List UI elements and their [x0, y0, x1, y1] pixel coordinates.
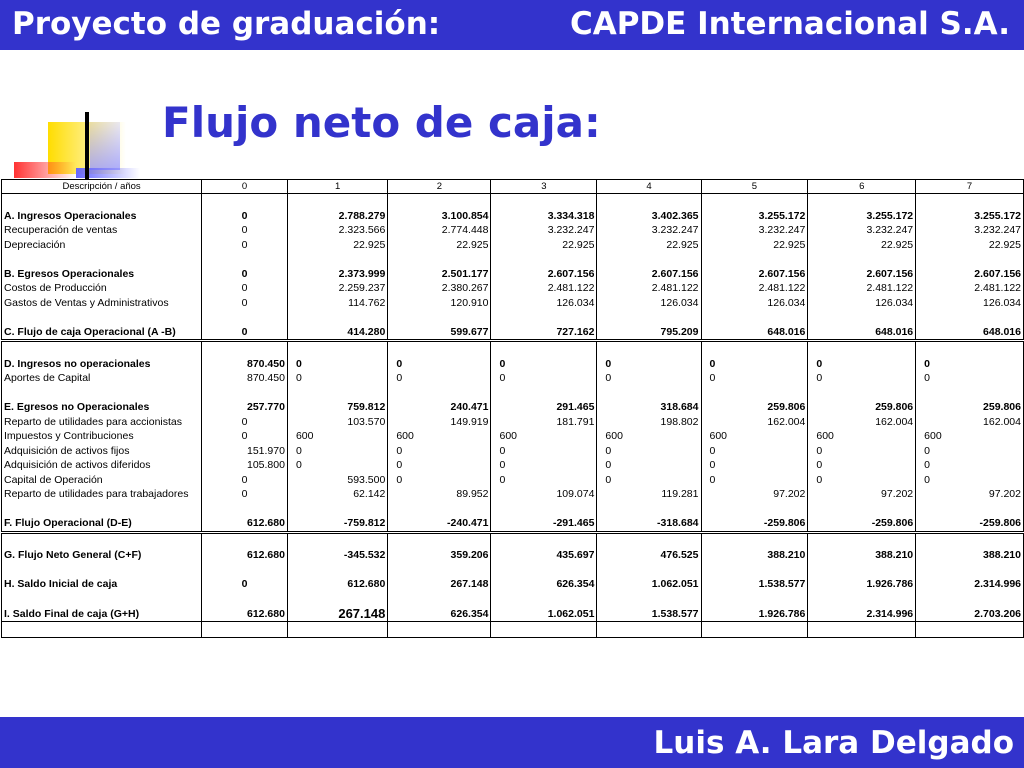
table-row	[2, 223, 1024, 238]
footer-bar	[0, 717, 1024, 768]
cell-year-7: 259.806	[916, 400, 1024, 415]
project-label: Proyecto de graduación:	[12, 6, 441, 42]
row-label: Capital de Operación	[2, 473, 202, 488]
cell-year-4: 600	[597, 429, 701, 444]
row-label: Adquisición de activos fijos	[2, 444, 202, 459]
cell-year-5: 126.034	[701, 296, 808, 311]
cell-year-4: 1.538.577	[597, 606, 701, 622]
cell-year-5: 0	[701, 473, 808, 488]
cell-year-2: 89.952	[388, 487, 491, 502]
table-row	[2, 458, 1024, 473]
cell-year-1: 612.680	[287, 577, 387, 592]
cell-year-2: 2.501.177	[388, 267, 491, 282]
table-row	[2, 296, 1024, 311]
cell-year-0: 151.970	[202, 444, 288, 459]
cell-year-0: 612.680	[202, 516, 288, 532]
cell-year-0: 0	[202, 487, 288, 502]
cell-year-2: 626.354	[388, 606, 491, 622]
cell-year-2: 267.148	[388, 577, 491, 592]
cell-year-2: -240.471	[388, 516, 491, 532]
row-label: F. Flujo Operacional (D-E)	[2, 516, 202, 532]
cell-year-5: 2.481.122	[701, 281, 808, 296]
header-year-1: 1	[287, 180, 387, 194]
cell-year-7: 0	[916, 357, 1024, 372]
cell-year-2: 22.925	[388, 238, 491, 253]
cell-year-0: 0	[202, 223, 288, 238]
cell-year-4: 2.481.122	[597, 281, 701, 296]
cell-year-7: 0	[916, 473, 1024, 488]
cell-year-5: 3.232.247	[701, 223, 808, 238]
cell-year-0: 0	[202, 238, 288, 253]
cell-year-1: 0	[287, 371, 387, 386]
row-label: H. Saldo Inicial de caja	[2, 577, 202, 592]
cell-year-1: -345.532	[287, 548, 387, 563]
cell-year-6: 97.202	[808, 487, 916, 502]
row-label: E. Egresos no Operacionales	[2, 400, 202, 415]
spacer-row	[2, 592, 1024, 607]
cell-year-3: 626.354	[491, 577, 597, 592]
cell-year-3: 0	[491, 458, 597, 473]
cell-year-3: 181.791	[491, 415, 597, 430]
cell-year-4: 3.232.247	[597, 223, 701, 238]
row-label: Gastos de Ventas y Administrativos	[2, 296, 202, 311]
table-row	[2, 209, 1024, 224]
cell-year-6: 22.925	[808, 238, 916, 253]
cell-year-6: 259.806	[808, 400, 916, 415]
cell-year-2: 0	[388, 444, 491, 459]
cell-year-6: 0	[808, 444, 916, 459]
cell-year-4: 0	[597, 444, 701, 459]
spacer-row	[2, 563, 1024, 578]
spacer-row	[2, 622, 1024, 638]
cell-year-3: 1.062.051	[491, 606, 597, 622]
cell-year-6: 1.926.786	[808, 577, 916, 592]
cell-year-5: 2.607.156	[701, 267, 808, 282]
header-year-0: 0	[202, 180, 288, 194]
cell-year-1: 0	[287, 444, 387, 459]
cell-year-5: 97.202	[701, 487, 808, 502]
cell-year-6: 0	[808, 458, 916, 473]
table-row	[2, 444, 1024, 459]
header-year-5: 5	[701, 180, 808, 194]
cell-year-7: 3.232.247	[916, 223, 1024, 238]
cell-year-2: 600	[388, 429, 491, 444]
header-year-7: 7	[916, 180, 1024, 194]
cell-year-0: 0	[202, 267, 288, 282]
cell-year-1: 267.148	[287, 606, 387, 622]
table-row	[2, 429, 1024, 444]
cell-year-2: 0	[388, 458, 491, 473]
row-label: Adquisición de activos diferidos	[2, 458, 202, 473]
cell-year-7: 0	[916, 371, 1024, 386]
row-label: G. Flujo Neto General (C+F)	[2, 548, 202, 563]
row-label: Impuestos y Contribuciones	[2, 429, 202, 444]
spacer-row	[2, 252, 1024, 267]
cell-year-3: -291.465	[491, 516, 597, 532]
decorative-squares-icon	[0, 0, 160, 180]
cell-year-0: 870.450	[202, 371, 288, 386]
cell-year-6: 126.034	[808, 296, 916, 311]
cell-year-6: 600	[808, 429, 916, 444]
table-row	[2, 267, 1024, 282]
cell-year-4: 1.062.051	[597, 577, 701, 592]
table-row	[2, 577, 1024, 592]
cell-year-5: 3.255.172	[701, 209, 808, 224]
cell-year-2: 2.774.448	[388, 223, 491, 238]
cell-year-3: 435.697	[491, 548, 597, 563]
table-row	[2, 357, 1024, 372]
cell-year-2: 240.471	[388, 400, 491, 415]
table-row	[2, 473, 1024, 488]
cell-year-4: 3.402.365	[597, 209, 701, 224]
row-label: Costos de Producción	[2, 281, 202, 296]
header-year-2: 2	[388, 180, 491, 194]
cell-year-7: 22.925	[916, 238, 1024, 253]
row-label: Depreciación	[2, 238, 202, 253]
cell-year-0: 105.800	[202, 458, 288, 473]
cell-year-1: 759.812	[287, 400, 387, 415]
table-row	[2, 487, 1024, 502]
cell-year-7: 2.314.996	[916, 577, 1024, 592]
cell-year-1: 114.762	[287, 296, 387, 311]
cell-year-7: -259.806	[916, 516, 1024, 532]
cell-year-3: 0	[491, 357, 597, 372]
cell-year-4: 0	[597, 371, 701, 386]
row-label: Reparto de utilidades para trabajadores	[2, 487, 202, 502]
cell-year-1: 0	[287, 357, 387, 372]
cell-year-7: 388.210	[916, 548, 1024, 563]
cell-year-3: 727.162	[491, 325, 597, 341]
header-year-6: 6	[808, 180, 916, 194]
cell-year-5: 0	[701, 444, 808, 459]
spacer-row	[2, 502, 1024, 517]
cell-year-7: 126.034	[916, 296, 1024, 311]
table-row	[2, 371, 1024, 386]
spacer-row	[2, 194, 1024, 209]
cell-year-3: 109.074	[491, 487, 597, 502]
cell-year-6: -259.806	[808, 516, 916, 532]
cell-year-1: 414.280	[287, 325, 387, 341]
cell-year-4: -318.684	[597, 516, 701, 532]
cell-year-6: 2.607.156	[808, 267, 916, 282]
cell-year-0: 257.770	[202, 400, 288, 415]
cell-year-4: 318.684	[597, 400, 701, 415]
cell-year-2: 2.380.267	[388, 281, 491, 296]
cell-year-0: 0	[202, 429, 288, 444]
row-label: Aportes de Capital	[2, 371, 202, 386]
cell-year-4: 2.607.156	[597, 267, 701, 282]
company-name: CAPDE Internacional S.A.	[569, 6, 1010, 42]
table-row	[2, 415, 1024, 430]
cell-year-6: 0	[808, 473, 916, 488]
cell-year-7: 162.004	[916, 415, 1024, 430]
cell-year-4: 0	[597, 473, 701, 488]
cell-year-2: 359.206	[388, 548, 491, 563]
cell-year-1: 593.500	[287, 473, 387, 488]
cell-year-4: 0	[597, 458, 701, 473]
cell-year-5: 648.016	[701, 325, 808, 341]
spacer-row	[2, 386, 1024, 401]
cell-year-4: 476.525	[597, 548, 701, 563]
spacer-row	[2, 532, 1024, 548]
cell-year-2: 599.677	[388, 325, 491, 341]
cell-year-7: 0	[916, 458, 1024, 473]
cell-year-6: 2.481.122	[808, 281, 916, 296]
cell-year-0: 0	[202, 209, 288, 224]
row-label: I. Saldo Final de caja (G+H)	[2, 606, 202, 622]
cell-year-2: 0	[388, 357, 491, 372]
cell-year-1: 600	[287, 429, 387, 444]
cell-year-3: 0	[491, 473, 597, 488]
cell-year-0: 0	[202, 577, 288, 592]
page-title: Flujo neto de caja:	[162, 98, 601, 147]
cell-year-0: 0	[202, 281, 288, 296]
cell-year-5: 259.806	[701, 400, 808, 415]
table-row	[2, 238, 1024, 253]
header-description: Descripción / años	[2, 180, 202, 194]
cell-year-7: 2.703.206	[916, 606, 1024, 622]
cell-year-2: 0	[388, 371, 491, 386]
cell-year-0: 0	[202, 296, 288, 311]
cell-year-3: 22.925	[491, 238, 597, 253]
cell-year-5: 600	[701, 429, 808, 444]
cell-year-4: 198.802	[597, 415, 701, 430]
cell-year-6: 162.004	[808, 415, 916, 430]
table-row	[2, 606, 1024, 622]
cell-year-6: 0	[808, 371, 916, 386]
cell-year-0: 0	[202, 415, 288, 430]
cell-year-6: 388.210	[808, 548, 916, 563]
cell-year-3: 3.334.318	[491, 209, 597, 224]
cell-year-6: 648.016	[808, 325, 916, 341]
cell-year-0: 0	[202, 325, 288, 341]
cell-year-6: 3.255.172	[808, 209, 916, 224]
cell-year-5: 162.004	[701, 415, 808, 430]
cell-year-1: 2.259.237	[287, 281, 387, 296]
cell-year-5: -259.806	[701, 516, 808, 532]
table-row	[2, 548, 1024, 563]
cell-year-1: 2.373.999	[287, 267, 387, 282]
cell-year-3: 291.465	[491, 400, 597, 415]
cell-year-4: 22.925	[597, 238, 701, 253]
cell-year-1: 2.788.279	[287, 209, 387, 224]
cell-year-1: -759.812	[287, 516, 387, 532]
cell-year-3: 2.607.156	[491, 267, 597, 282]
row-label: Recuperación de ventas	[2, 223, 202, 238]
cell-year-7: 600	[916, 429, 1024, 444]
cell-year-7: 2.481.122	[916, 281, 1024, 296]
header-year-4: 4	[597, 180, 701, 194]
cell-year-2: 149.919	[388, 415, 491, 430]
table-row	[2, 325, 1024, 341]
cell-year-6: 3.232.247	[808, 223, 916, 238]
cell-year-1: 62.142	[287, 487, 387, 502]
cell-year-3: 3.232.247	[491, 223, 597, 238]
cell-year-5: 0	[701, 371, 808, 386]
cell-year-2: 120.910	[388, 296, 491, 311]
cell-year-3: 2.481.122	[491, 281, 597, 296]
cell-year-5: 1.538.577	[701, 577, 808, 592]
cell-year-7: 2.607.156	[916, 267, 1024, 282]
author-name: Luis A. Lara Delgado	[653, 725, 1014, 761]
cell-year-3: 0	[491, 444, 597, 459]
cell-year-4: 126.034	[597, 296, 701, 311]
cell-year-6: 2.314.996	[808, 606, 916, 622]
table-row	[2, 400, 1024, 415]
spacer-row	[2, 341, 1024, 357]
cell-year-7: 3.255.172	[916, 209, 1024, 224]
cell-year-3: 126.034	[491, 296, 597, 311]
cell-year-1: 22.925	[287, 238, 387, 253]
cell-year-2: 0	[388, 473, 491, 488]
cell-year-1: 0	[287, 458, 387, 473]
cell-year-5: 22.925	[701, 238, 808, 253]
row-label: B. Egresos Operacionales	[2, 267, 202, 282]
cell-year-0: 612.680	[202, 548, 288, 563]
table-row	[2, 516, 1024, 532]
cell-year-5: 0	[701, 458, 808, 473]
cell-year-7: 648.016	[916, 325, 1024, 341]
cell-year-4: 0	[597, 357, 701, 372]
cell-year-0: 870.450	[202, 357, 288, 372]
row-label: A. Ingresos Operacionales	[2, 209, 202, 224]
cell-year-7: 0	[916, 444, 1024, 459]
cell-year-0: 0	[202, 473, 288, 488]
cell-year-5: 388.210	[701, 548, 808, 563]
cell-year-5: 1.926.786	[701, 606, 808, 622]
cell-year-0: 612.680	[202, 606, 288, 622]
cell-year-2: 3.100.854	[388, 209, 491, 224]
spacer-row	[2, 310, 1024, 325]
cell-year-4: 795.209	[597, 325, 701, 341]
cell-year-1: 103.570	[287, 415, 387, 430]
cell-year-3: 0	[491, 371, 597, 386]
row-label: D. Ingresos no operacionales	[2, 357, 202, 372]
cell-year-3: 600	[491, 429, 597, 444]
cash-flow-table	[1, 179, 1024, 638]
cell-year-4: 119.281	[597, 487, 701, 502]
cell-year-1: 2.323.566	[287, 223, 387, 238]
table-header-row	[2, 180, 1024, 194]
header-year-3: 3	[491, 180, 597, 194]
cell-year-6: 0	[808, 357, 916, 372]
cell-year-5: 0	[701, 357, 808, 372]
row-label: C. Flujo de caja Operacional (A -B)	[2, 325, 202, 341]
table-row	[2, 281, 1024, 296]
cell-year-7: 97.202	[916, 487, 1024, 502]
row-label: Reparto de utilidades para accionistas	[2, 415, 202, 430]
